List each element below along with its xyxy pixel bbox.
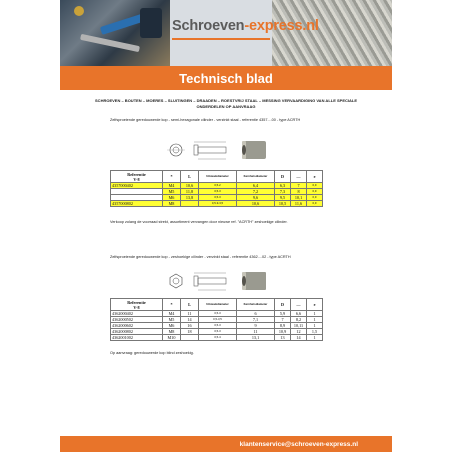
cell: 6,3 bbox=[275, 183, 291, 189]
cell: 8,2 bbox=[291, 317, 307, 323]
cell: 7,2 bbox=[237, 189, 275, 195]
cell: 16 bbox=[181, 323, 199, 329]
cell: M4 bbox=[163, 311, 181, 317]
intro-text: SCHROEVEN – BOUTEN – MOERES – SLUITINGEN – DRAADEN – ROESTVRIJ STAAL – MESSING VERVAARDIGING VAN ALLE SPECIALE ONDERDELEN OP AANVRAAG bbox=[95, 98, 357, 109]
section1-table bbox=[110, 170, 323, 207]
logo-accent: -express.nl bbox=[244, 18, 319, 34]
cell: 10,6 bbox=[237, 201, 275, 207]
footer-email[interactable] bbox=[60, 436, 392, 452]
cell: M10 bbox=[163, 335, 181, 341]
cell: 1 bbox=[307, 323, 323, 329]
cell: 12 bbox=[291, 329, 307, 335]
cell: 0,9 bbox=[307, 201, 323, 207]
cell: 18 bbox=[181, 329, 199, 335]
header-cell: * bbox=[163, 299, 181, 311]
cell: 1 bbox=[307, 317, 323, 323]
cell: 6,6 bbox=[291, 311, 307, 317]
cell: 0,5-3 bbox=[199, 311, 237, 317]
header-cell: — bbox=[291, 299, 307, 311]
cell: 0,5-3,5 bbox=[199, 317, 237, 323]
cell: 0,5-9-3,5 bbox=[199, 201, 237, 207]
cell: 8,9 bbox=[275, 323, 291, 329]
cell: M8 bbox=[163, 201, 181, 207]
section2-table bbox=[110, 298, 323, 341]
cell: 11,8 bbox=[181, 189, 199, 195]
header-cell: D bbox=[275, 171, 291, 183]
cell: 11,6 bbox=[291, 201, 307, 207]
tools-photo bbox=[60, 0, 170, 66]
header-cell: D bbox=[275, 299, 291, 311]
cell: 0,5-3 bbox=[199, 195, 237, 201]
cell: 0,5-2 bbox=[199, 183, 237, 189]
cell: 4362000502 bbox=[111, 317, 163, 323]
cell: M4 bbox=[163, 183, 181, 189]
header-cell: * bbox=[163, 171, 181, 183]
cell: 7 bbox=[291, 183, 307, 189]
header-cell: e bbox=[307, 299, 323, 311]
cell bbox=[181, 335, 199, 341]
cell: 8 bbox=[291, 189, 307, 195]
cell: 13,8 bbox=[181, 195, 199, 201]
cell: M6 bbox=[163, 323, 181, 329]
header-cell: Kernhetsdiameter bbox=[237, 299, 275, 311]
cell bbox=[181, 201, 199, 207]
header-cell: Uitsteekdiameter bbox=[199, 299, 237, 311]
banner-title: Technisch blad bbox=[60, 66, 392, 90]
logo[interactable] bbox=[172, 18, 319, 34]
header bbox=[60, 0, 392, 66]
cell: M6 bbox=[163, 195, 181, 201]
cell: 6 bbox=[237, 311, 275, 317]
cell: 11 bbox=[181, 311, 199, 317]
cell: 4362000602 bbox=[111, 323, 163, 329]
cell: 0,5-3 bbox=[199, 329, 237, 335]
cell: 1 bbox=[307, 311, 323, 317]
header-cell: Referentie V-8 bbox=[111, 299, 163, 311]
cell: 10,5 bbox=[275, 201, 291, 207]
cell: 11 bbox=[237, 329, 275, 335]
header-cell: Referentie V-8 bbox=[111, 171, 163, 183]
logo-main: Schroeven bbox=[172, 18, 245, 34]
table-row bbox=[111, 201, 323, 207]
logo-underline bbox=[172, 38, 270, 40]
cell: 10,9 bbox=[275, 329, 291, 335]
section1-diagram bbox=[164, 133, 274, 167]
footer-email-text: klantenservice@schroeven-express.nl bbox=[239, 440, 358, 448]
header-cell: — bbox=[291, 171, 307, 183]
table-header-row bbox=[111, 171, 323, 183]
document-page bbox=[60, 0, 392, 452]
cell: 10,1 bbox=[291, 195, 307, 201]
cell: 9,5 bbox=[275, 195, 291, 201]
header-cell: L bbox=[181, 299, 199, 311]
section1-note: Verkoop zolang de voorraad strekt, assortiment vervangen door nieuwe ref. "ACRTH" zeshoekige cilinder. bbox=[110, 220, 288, 224]
cell: 13,1 bbox=[237, 335, 275, 341]
table-row bbox=[111, 335, 323, 341]
cell: 9 bbox=[237, 323, 275, 329]
cell: 0,9 bbox=[307, 189, 323, 195]
cell: 4362000802 bbox=[111, 329, 163, 335]
cell: 4362001002 bbox=[111, 335, 163, 341]
table-header-row bbox=[111, 299, 323, 311]
section2-diagram bbox=[164, 264, 274, 298]
cell: 7,3 bbox=[275, 189, 291, 195]
cell: 13 bbox=[275, 335, 291, 341]
cell: 10,6 bbox=[181, 183, 199, 189]
cell: 7 bbox=[275, 317, 291, 323]
cell: 14 bbox=[181, 317, 199, 323]
cell: 4357000402 bbox=[111, 183, 163, 189]
header-cell: Uitsteekdiameter bbox=[199, 171, 237, 183]
cell: 1,5 bbox=[307, 329, 323, 335]
section2-title: Zelfsproeiende geredouwerde kop - zeshoekige cilinder - verzinkt staal - referentie 4362....02 - type ACRTH bbox=[110, 255, 291, 259]
cell: M5 bbox=[163, 317, 181, 323]
cell: M8 bbox=[163, 329, 181, 335]
cell: 14 bbox=[291, 335, 307, 341]
cell: 9,6 bbox=[237, 195, 275, 201]
cell: M5 bbox=[163, 189, 181, 195]
header-cell: Kernhetsdiameter bbox=[237, 171, 275, 183]
cell: 4362000402 bbox=[111, 311, 163, 317]
cell: 5,9 bbox=[275, 311, 291, 317]
cell: 0,5-3 bbox=[199, 189, 237, 195]
section1-title: Zelfsproeiende geredouwerde kop - semi-hexagonale cilinder - verzinkt staal - referentie 4357....00 - type ACRTH bbox=[110, 118, 301, 122]
header-cell: e bbox=[307, 171, 323, 183]
cell: 1 bbox=[307, 335, 323, 341]
cell: 0,9 bbox=[307, 183, 323, 189]
cell: 0,9 bbox=[307, 195, 323, 201]
cell: 6,4 bbox=[237, 183, 275, 189]
cell: 7,1 bbox=[237, 317, 275, 323]
header-cell: L bbox=[181, 171, 199, 183]
cell: 0,5-3 bbox=[199, 323, 237, 329]
cell: 0,5-4 bbox=[199, 335, 237, 341]
section2-note: Op aanvraag: geredouwerde kop blind zeshoekig. bbox=[110, 351, 194, 355]
cell: 4357000802 bbox=[111, 201, 163, 207]
cell: 10,11 bbox=[291, 323, 307, 329]
